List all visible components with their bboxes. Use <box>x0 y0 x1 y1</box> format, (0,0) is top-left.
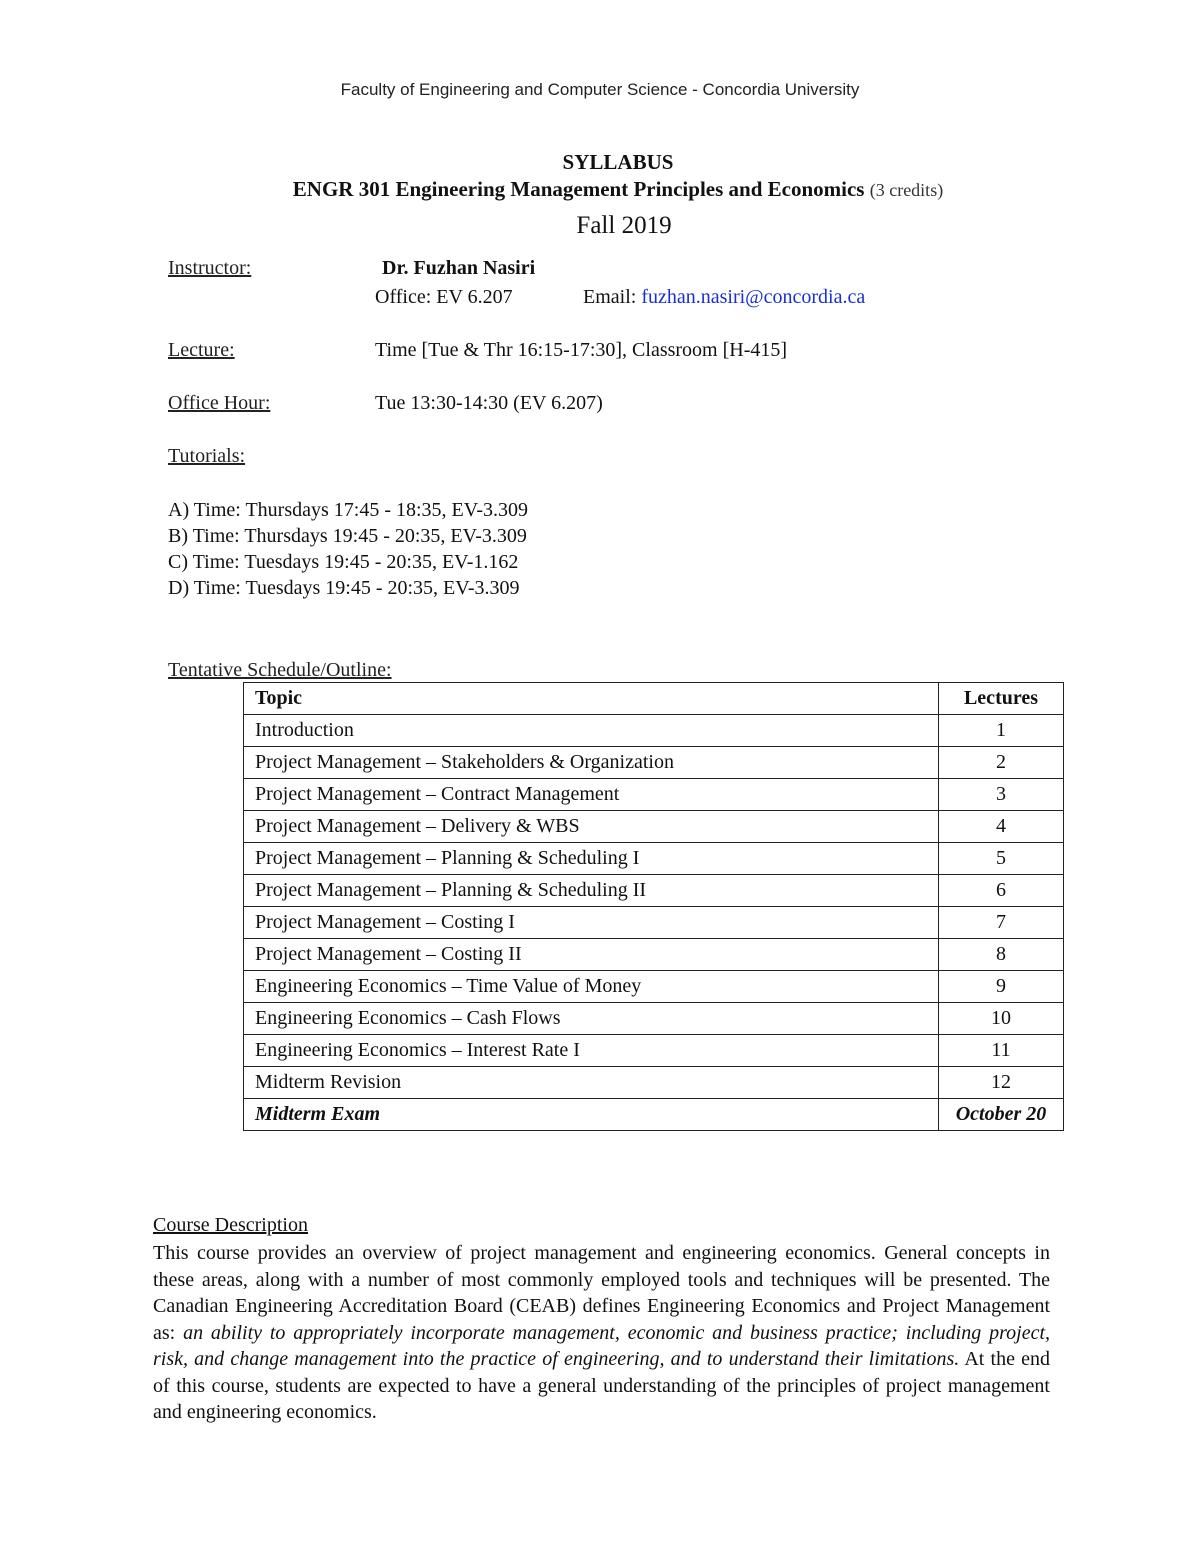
table-row <box>244 1067 1064 1099</box>
topic-cell: Engineering Economics – Interest Rate I <box>244 1035 939 1067</box>
instructor-office: Office: EV 6.207 <box>375 286 513 308</box>
lecture-number-cell: 7 <box>939 907 1064 939</box>
lecture-number-cell: 1 <box>939 715 1064 747</box>
lecture-number-cell: 10 <box>939 1003 1064 1035</box>
topic-cell: Midterm Revision <box>244 1067 939 1099</box>
topic-cell: Engineering Economics – Cash Flows <box>244 1003 939 1035</box>
table-row <box>244 907 1064 939</box>
lecture-number-cell: 4 <box>939 811 1064 843</box>
lecture-value: Time [Tue & Thr 16:15-17:30], Classroom [H-415] <box>375 339 788 361</box>
topic-cell: Project Management – Planning & Scheduling II <box>244 875 939 907</box>
topic-cell: Project Management – Stakeholders & Organization <box>244 747 939 779</box>
lecture-label: Lecture: <box>168 339 235 361</box>
lecture-number-cell: 5 <box>939 843 1064 875</box>
tutorial-item: C) Time: Tuesdays 19:45 - 20:35, EV-1.162 <box>168 551 519 573</box>
course-title: ENGR 301 Engineering Management Principles and Economics <box>292 177 865 201</box>
lecture-number-cell: 9 <box>939 971 1064 1003</box>
lecture-number-cell: 11 <box>939 1035 1064 1067</box>
topic-cell: Project Management – Costing I <box>244 907 939 939</box>
term-heading: Fall 2019 <box>576 212 672 239</box>
lecture-number-cell: 8 <box>939 939 1064 971</box>
topic-cell: Engineering Economics – Time Value of Money <box>244 971 939 1003</box>
description-text-before: This course provides an overview of project management and engineering economics. General concepts in these areas, along with a number of most commonly employed tools and techniques will be presented. The Canadian Engineering Accreditation Board (CEAB) defines Engineering Economics and Project Management as: <box>153 1242 1050 1344</box>
table-row <box>244 971 1064 1003</box>
topic-cell: Project Management – Planning & Scheduling I <box>244 843 939 875</box>
tutorial-item: A) Time: Thursdays 17:45 - 18:35, EV-3.309 <box>168 499 529 521</box>
exam-topic-cell: Midterm Exam <box>244 1099 939 1131</box>
office-hour-label: Office Hour: <box>168 392 271 414</box>
lecture-number-cell: 3 <box>939 779 1064 811</box>
course-credits: (3 credits) <box>869 180 944 200</box>
email-label: Email: <box>583 286 637 308</box>
instructor-name: Dr. Fuzhan Nasiri <box>382 257 536 279</box>
table-row <box>244 811 1064 843</box>
schedule-title: Tentative Schedule/Outline: <box>168 659 392 681</box>
course-description-body <box>153 1240 1050 1426</box>
schedule-table <box>243 682 1064 1131</box>
instructor-email-link[interactable]: fuzhan.nasiri@concordia.ca <box>641 286 866 308</box>
exam-date-cell: October 20 <box>939 1099 1064 1131</box>
topic-cell: Project Management – Delivery & WBS <box>244 811 939 843</box>
table-row <box>244 779 1064 811</box>
topic-cell: Project Management – Contract Management <box>244 779 939 811</box>
course-title-line <box>0 177 1200 202</box>
table-row <box>244 939 1064 971</box>
table-header-row <box>244 683 1064 715</box>
column-header-lectures: Lectures <box>939 683 1064 715</box>
table-row <box>244 843 1064 875</box>
instructor-label: Instructor: <box>168 257 252 279</box>
tutorials-list <box>168 497 528 601</box>
topic-cell: Introduction <box>244 715 939 747</box>
tutorial-item: B) Time: Thursdays 19:45 - 20:35, EV-3.309 <box>168 525 527 547</box>
midterm-exam-row <box>244 1099 1064 1131</box>
ceab-definition-quote: an ability to appropriately incorporate management, economic and business practice; including project, risk, and change management into the practice of engineering, and to understand their limitations. <box>153 1321 1050 1370</box>
lecture-number-cell: 12 <box>939 1067 1064 1099</box>
course-description-title: Course Description <box>153 1214 308 1236</box>
lecture-number-cell: 6 <box>939 875 1064 907</box>
faculty-header: Faculty of Engineering and Computer Science - Concordia University <box>340 80 860 99</box>
table-row <box>244 875 1064 907</box>
doc-type-heading: SYLLABUS <box>562 150 674 174</box>
table-row <box>244 1035 1064 1067</box>
tutorial-item: D) Time: Tuesdays 19:45 - 20:35, EV-3.309 <box>168 577 520 599</box>
table-row <box>244 747 1064 779</box>
tutorials-label: Tutorials: <box>168 445 246 467</box>
column-header-topic: Topic <box>244 683 939 715</box>
topic-cell: Project Management – Costing II <box>244 939 939 971</box>
table-row <box>244 715 1064 747</box>
instructor-email-row <box>583 286 865 309</box>
description-text-after: At the end of this course, students are expected to have a general understanding of the principles of project management and engineering economics. <box>153 1348 1050 1423</box>
lecture-number-cell: 2 <box>939 747 1064 779</box>
table-row <box>244 1003 1064 1035</box>
office-hour-value: Tue 13:30-14:30 (EV 6.207) <box>375 392 603 414</box>
